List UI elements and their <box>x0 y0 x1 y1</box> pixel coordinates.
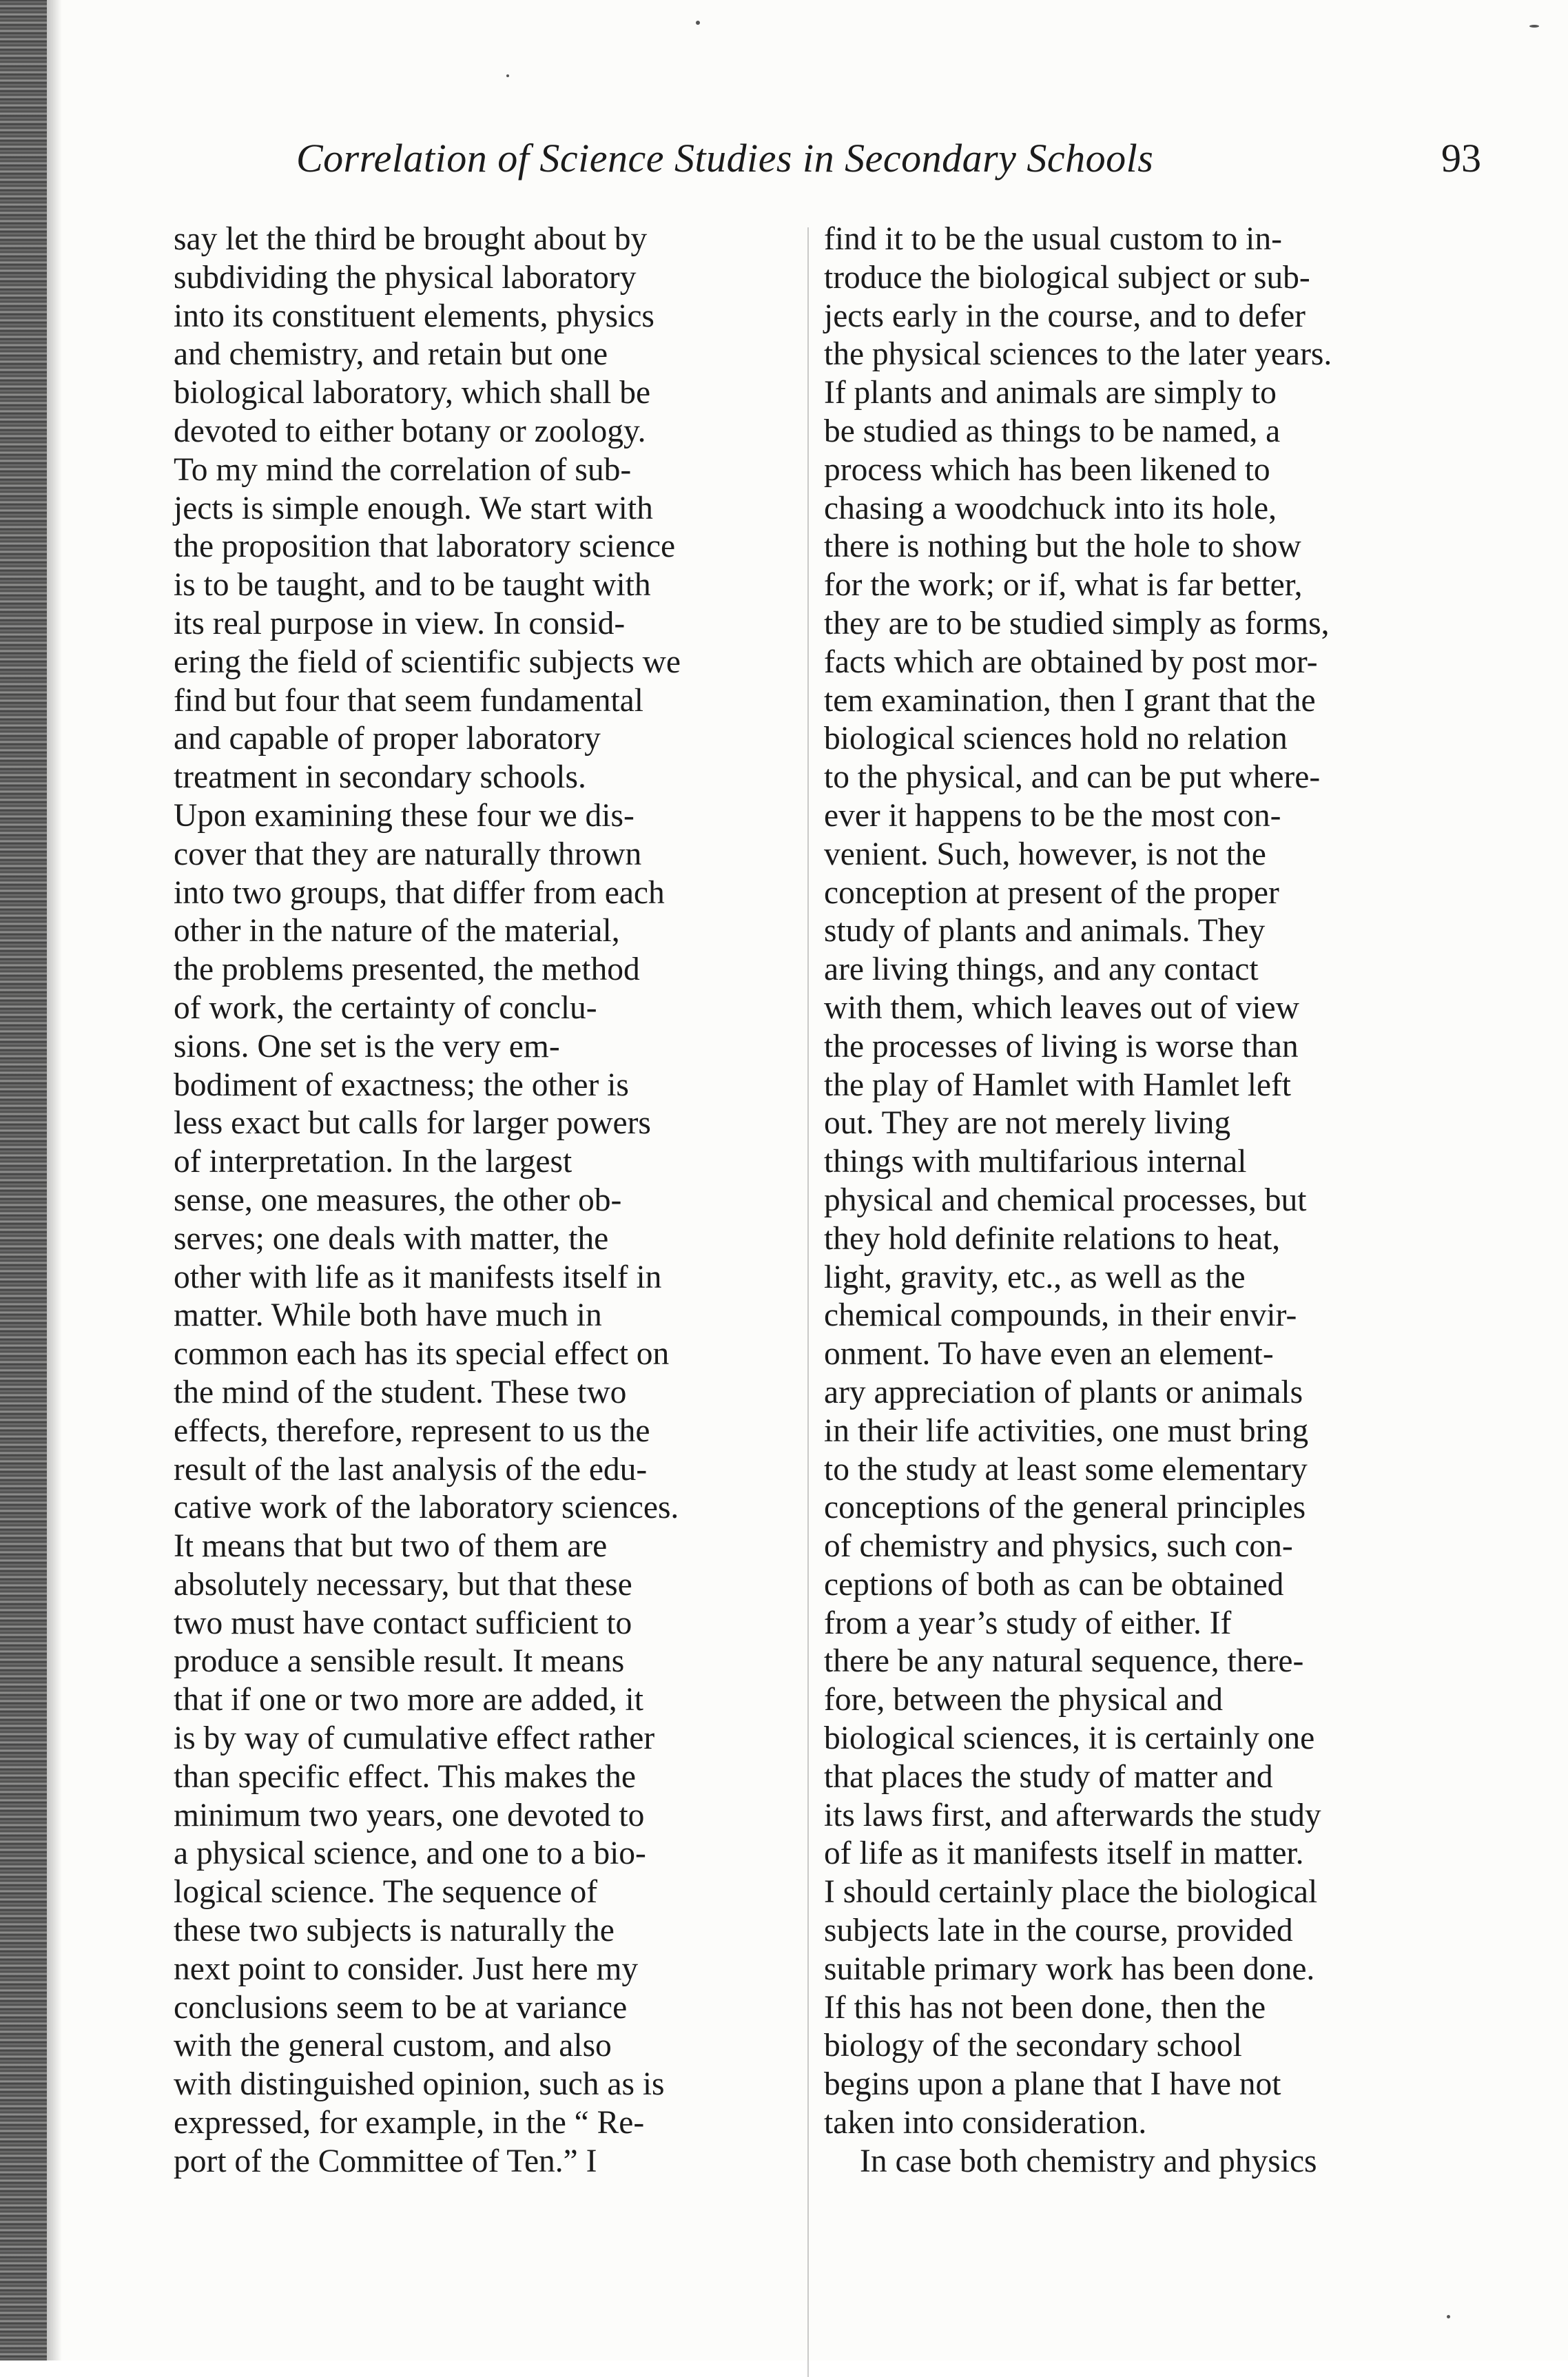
scan-speck <box>1529 25 1539 28</box>
left-column <box>174 220 780 2181</box>
left-column-text: say let the third be brought about by subdividing the physical laboratory into its constituent elements, physics and chemistry, and retain but one biological laboratory, which shall be devoted to either botany or zoology. To my mind the correlation of sub- jects is simple enough. We start with the proposition that laboratory science is to be taught, and to be taught with its real purpose in view. In consid- ering the field of scientific subjects we find but four that seem fundamental and capable of proper laboratory treatment in secondary schools. Upon examining these four we dis- cover that they are naturally thrown into two groups, that differ from each other in the nature of the material, the problems presented, the method of work, the certainty of conclu- sions. One set is the very em- bodiment of exactness; the other is less exact but calls for larger powers of interpretation. In the largest sense, one measures, the other ob- serves; one deals with matter, the other with life as it manifests itself in matter. While both have much in common each has its special effect on the mind of the student. These two effects, therefore, represent to us the result of the last analysis of the edu- cative work of the laboratory sciences. It means that but two of them are absolutely necessary, but that these two must have contact sufficient to produce a sensible result. It means that if one or two more are added, it is by way of cumulative effect rather than specific effect. This makes the minimum two years, one devoted to a physical science, and one to a bio- logical science. The sequence of these two subjects is naturally the next point to consider. Just here my conclusions seem to be at variance with the general custom, and also with distinguished opinion, such as is expressed, for example, in the “ Re- port of the Committee of Ten.” I <box>174 221 681 2179</box>
book-binding-edge <box>0 0 47 2360</box>
column-divider <box>807 227 809 2377</box>
scan-speck <box>696 21 700 25</box>
scan-speck <box>1447 2315 1450 2318</box>
right-column-paragraph: find it to be the usual custom to in- troduce the biological subject or sub- jects early in the course, and to defer the physical sciences to the later years. If plants and animals are simply to be studied as things to be named, a process which has been likened to chasing a woodchuck into its hole, there is nothing but the hole to show for the work; or if, what is far better, they are to be studied simply as forms, facts which are obtained by post mor- tem examination, then I grant that the biological sciences hold no relation to the physical, and can be put where- ever it happens to be the most con- venient. Such, however, is not the conception at present of the proper study of plants and animals. They are living things, and any contact with them, which leaves out of view the processes of living is worse than the play of Hamlet with Hamlet left out. They are not merely living things with multifarious internal physical and chemical processes, but they hold definite relations to heat, light, gravity, etc., as well as the chemical compounds, in their envir- onment. To have even an element- ary appreciation of plants or animals in their life activities, one must bring to the study at least some elementary conceptions of the general principles of chemistry and physics, such con- ceptions of both as can be obtained from a year’s study of either. If there be any natural sequence, there- fore, between the physical and biological sciences, it is certainly one that places the study of matter and its laws first, and afterwards the study of life as it manifests itself in matter. I should certainly place the biological subjects late in the course, provided suitable primary work has been done. If this has not been done, then the biology of the secondary school begins upon a plane that I have not taken into consideration. <box>824 221 1332 2141</box>
scan-speck <box>506 74 509 77</box>
running-head <box>296 135 1481 190</box>
page-number: 93 <box>1441 136 1481 181</box>
right-column-paragraph: In case both chemistry and physics <box>860 2143 1317 2179</box>
right-column <box>824 220 1430 2181</box>
running-title: Correlation of Science Studies in Secondary Schools <box>296 136 1154 181</box>
